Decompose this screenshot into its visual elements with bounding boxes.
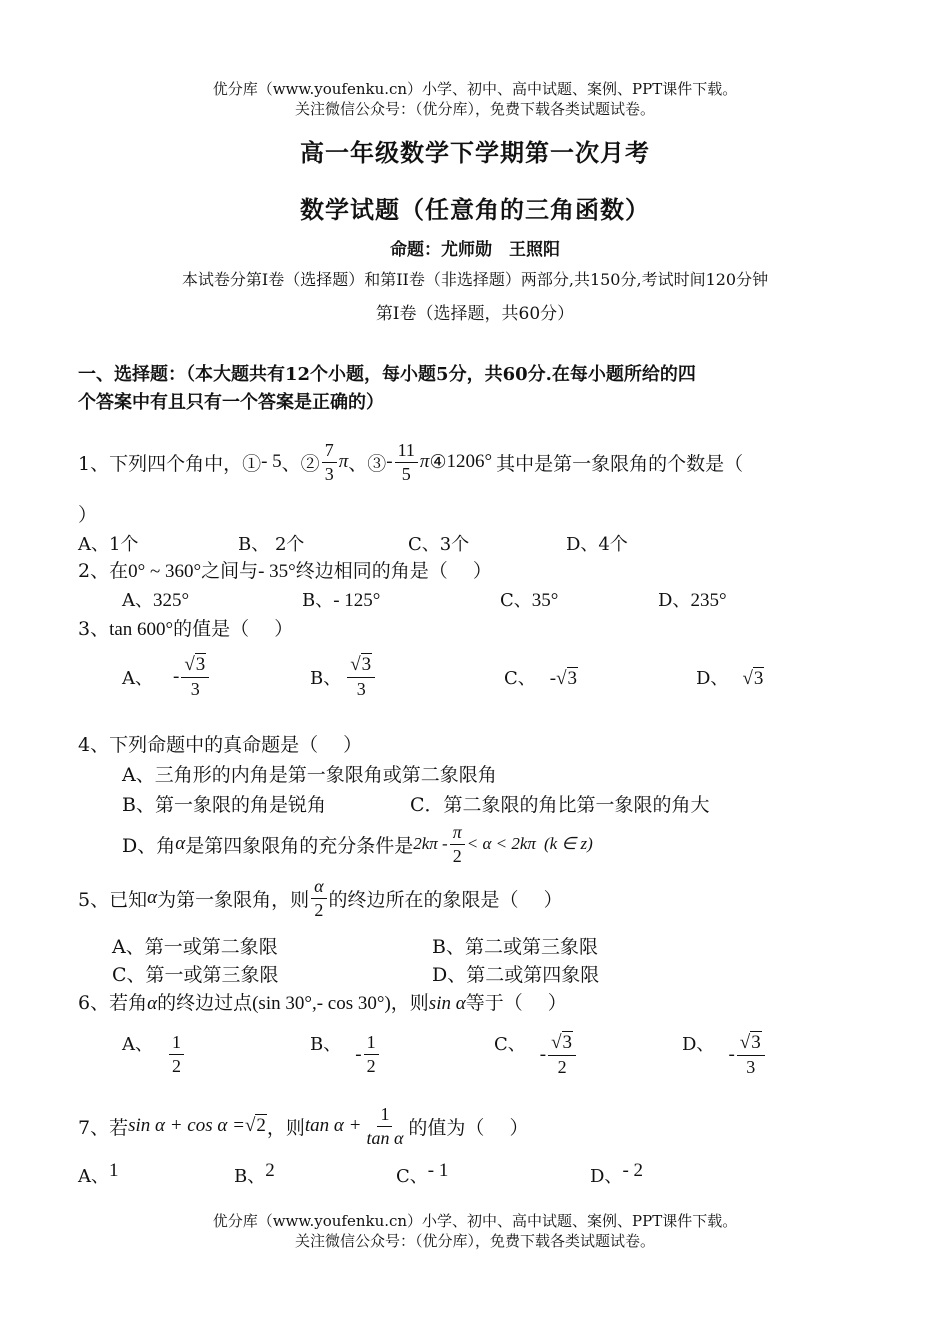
question-2-stem: 2、在0° ~ 360°之间与- 35°终边相同的角是（ ） — [78, 560, 492, 582]
question-1-stem — [78, 440, 743, 484]
q2-option-d[interactable]: D、235° — [658, 590, 727, 611]
q2-option-a[interactable]: A、325° — [122, 590, 190, 611]
question-4-stem: 4、下列命题中的真命题是（ ） — [78, 734, 363, 756]
exam-authors: 命题：尤师勋 王照阳 — [390, 240, 560, 260]
q5-option-a[interactable]: A、第一或第二象限 — [112, 936, 278, 958]
header-line-1: 优分库（www.youfenku.cn）小学、初中、高中试题、案例、PPT课件下载。 — [212, 80, 738, 98]
question-6-stem: 6、若角α的终边过点(sin 30°,- cos 30°)，则sin α等于（ ） — [78, 992, 567, 1014]
q2-range: 0° ~ 360° — [128, 561, 202, 582]
q6-option-b[interactable]: B、 - $\frac{1}{2}$ — [310, 1030, 381, 1076]
q3-option-d[interactable]: D、 √3 — [696, 668, 764, 689]
q6-option-d[interactable]: D、 - $\frac{√3}{3}$ — [682, 1030, 767, 1078]
question-7-stem: 7、若 sin α + cos α = √2 ，则 tan α + $\frac{1}{\text{tan α}}$ 的值为（ ） — [78, 1104, 529, 1148]
question-5-stem: 5、已知 α 为第一象限角，则 $\frac{\alpha}{2}$ 的终边所在的象限是（ ） — [78, 876, 563, 920]
exam-subtitle: 数学试题（任意角的三角函数） — [300, 195, 650, 224]
q5-option-c[interactable]: C、第一或第三象限 — [112, 964, 279, 986]
q1-option-c[interactable]: C、3个 — [408, 534, 470, 555]
q3-option-c[interactable]: C、 -√3 — [504, 668, 578, 689]
q1-prefix: 1、下列四个角中，① — [78, 452, 262, 475]
q1-angle-1: - 5 — [261, 451, 282, 473]
q1-neg-3: - — [386, 451, 393, 473]
q1-suffix: 其中是第一象限角的个数是（ — [496, 452, 744, 475]
q2-angle: - 35° — [258, 561, 296, 582]
q1-pi-3: π — [419, 451, 430, 473]
footer-line-2: 关注微信公众号：（优分库），免费下载各类试题试卷。 — [294, 1232, 655, 1250]
q2-option-b[interactable]: B、- 125° — [302, 590, 381, 611]
q1-closing-paren: ） — [78, 504, 98, 526]
q1-fraction-3: $\frac{11}{5}$ — [395, 440, 418, 484]
question-3-stem: 3、tan 600°的值是（ ） — [78, 618, 294, 640]
q7-option-b[interactable]: B、2 — [234, 1160, 275, 1187]
q7-option-c[interactable]: C、- 1 — [396, 1160, 449, 1187]
volume-one-heading: 第Ⅰ卷（选择题，共60分） — [375, 304, 575, 324]
q5-option-d[interactable]: D、第二或第四象限 — [432, 964, 600, 986]
q3-option-a[interactable]: A、 - $\frac{√3}{3}$ — [122, 654, 211, 700]
q1-sep-2: 、③ — [348, 452, 387, 475]
q2-option-c[interactable]: C、35° — [500, 590, 559, 611]
q4-option-b[interactable]: B、第一象限的角是锐角 — [122, 794, 326, 816]
q7-option-d[interactable]: D、- 2 — [590, 1160, 644, 1187]
q3-expr: tan 600° — [109, 619, 174, 640]
q1-pi-2: π — [338, 451, 349, 473]
q4-option-d[interactable]: D、角 α 是第四象限角的充分条件是 2kπ - $\frac{\pi}{2}$ < α < 2kπ (k ∈ z) — [122, 822, 593, 866]
q1-sep-3: ④ — [429, 451, 447, 474]
q1-option-b[interactable]: B、 2个 — [238, 534, 305, 555]
q1-option-d[interactable]: D、4个 — [566, 534, 628, 555]
exam-info: 本试卷分第I卷（选择题）和第II卷（非选择题）两部分,共150分,考试时间120分钟 — [181, 270, 769, 289]
q1-option-a[interactable]: A、1个 — [78, 534, 139, 555]
section-heading-line-1: 一、选择题：（本大题共有12个小题，每小题5分，共60分.在每小题所给的四 — [78, 364, 696, 385]
section-heading-line-2: 个答案中有且只有一个答案是正确的） — [78, 392, 384, 413]
footer-line-1: 优分库（www.youfenku.cn）小学、初中、高中试题、案例、PPT课件下载。 — [212, 1212, 738, 1230]
q1-angle-4: 1206° — [446, 451, 493, 473]
q1-fraction-2: $\frac{7}{3}$ — [322, 440, 337, 484]
exam-title: 高一年级数学下学期第一次月考 — [300, 138, 650, 167]
q6-option-c[interactable]: C、 - $\frac{√3}{2}$ — [494, 1030, 578, 1078]
header-line-2: 关注微信公众号：（优分库），免费下载各类试题试卷。 — [294, 100, 655, 118]
q1-sep-1: 、② — [281, 452, 320, 475]
q3-option-b[interactable]: B、 $\frac{√3}{3}$ — [310, 654, 377, 700]
q7-option-a[interactable]: A、1 — [78, 1160, 119, 1187]
q6-option-a[interactable]: A、 $\frac{1}{2}$ — [122, 1030, 186, 1076]
q4-option-c[interactable]: C．第二象限的角比第一象限的角大 — [410, 794, 710, 816]
q5-option-b[interactable]: B、第二或第三象限 — [432, 936, 598, 958]
q4-option-a[interactable]: A、三角形的内角是第一象限角或第二象限角 — [122, 764, 497, 786]
